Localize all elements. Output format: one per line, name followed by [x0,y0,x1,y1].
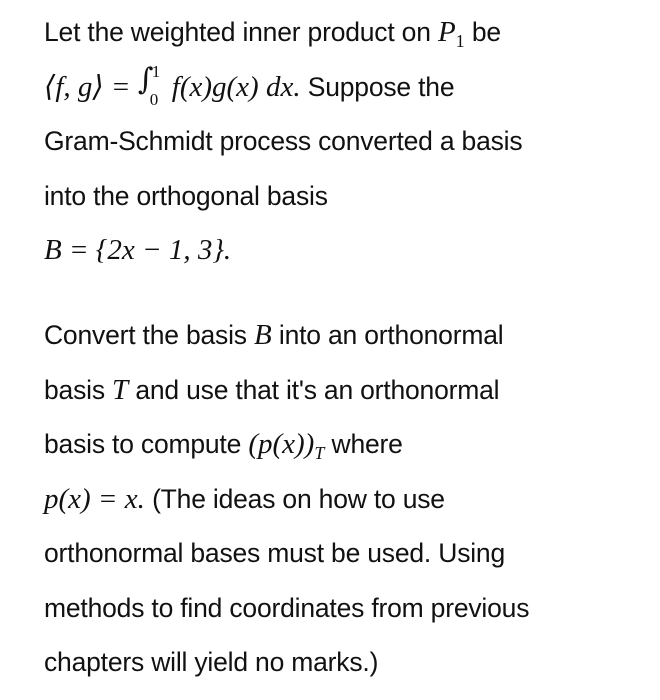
orthogonal-basis-formula: B = {2x − 1, 3}. [44,234,232,266]
p2-line-7 [44,646,378,678]
p2-line-1-post: into an orthonormal [278,320,504,350]
p1-line-2-text: Suppose the [307,72,455,102]
p2-line-6-text: methods to find coordinates from previous [44,593,530,623]
coordinate-vector-expression: $(p(x))_T$ [248,428,325,463]
p2-line-2 [44,374,499,406]
basis-variable-t: T [112,374,129,406]
p2-line-3-pre: basis to compute [44,429,242,459]
p2-line-2-pre: basis [44,375,105,405]
polynomial-definition: p(x) = x. [44,483,145,515]
p2-line-5 [44,537,505,569]
polynomial-space-symbol: $P_1$ [437,16,465,51]
p1-line-1 [44,16,501,57]
p1-line-3-text: Gram-Schmidt process converted a basis [44,126,523,156]
p1-line-4-text: into the orthogonal basis [44,181,328,211]
p2-line-5-text: orthonormal bases must be used. Using [44,538,506,568]
basis-variable-b: B [254,319,272,351]
p2-line-1 [44,319,503,351]
p1-line-2 [44,62,455,109]
integrand: f(x)g(x) dx. [171,71,301,103]
inner-product-definition: ⟨f, g⟩ = [44,71,138,103]
p2-line-3-post: where [331,429,403,459]
p1-line-1-end: be [471,17,501,47]
p1-line-3 [44,125,522,157]
p2-line-4-text: (The ideas on how to use [152,484,445,514]
p2-line-3 [44,428,403,469]
p2-line-7-text: chapters will yield no marks.) [44,647,379,677]
p1-line-4 [44,180,328,212]
p2-line-4 [44,483,445,515]
p1-line-5 [44,234,231,266]
p1-line-1-text: Let the weighted inner product on [44,17,431,47]
p2-line-6 [44,592,529,624]
integral-sign: ∫ 1 0 [137,62,161,109]
p2-line-2-post: and use that it's an orthonormal [135,375,500,405]
p2-line-1-pre: Convert the basis [44,320,247,350]
